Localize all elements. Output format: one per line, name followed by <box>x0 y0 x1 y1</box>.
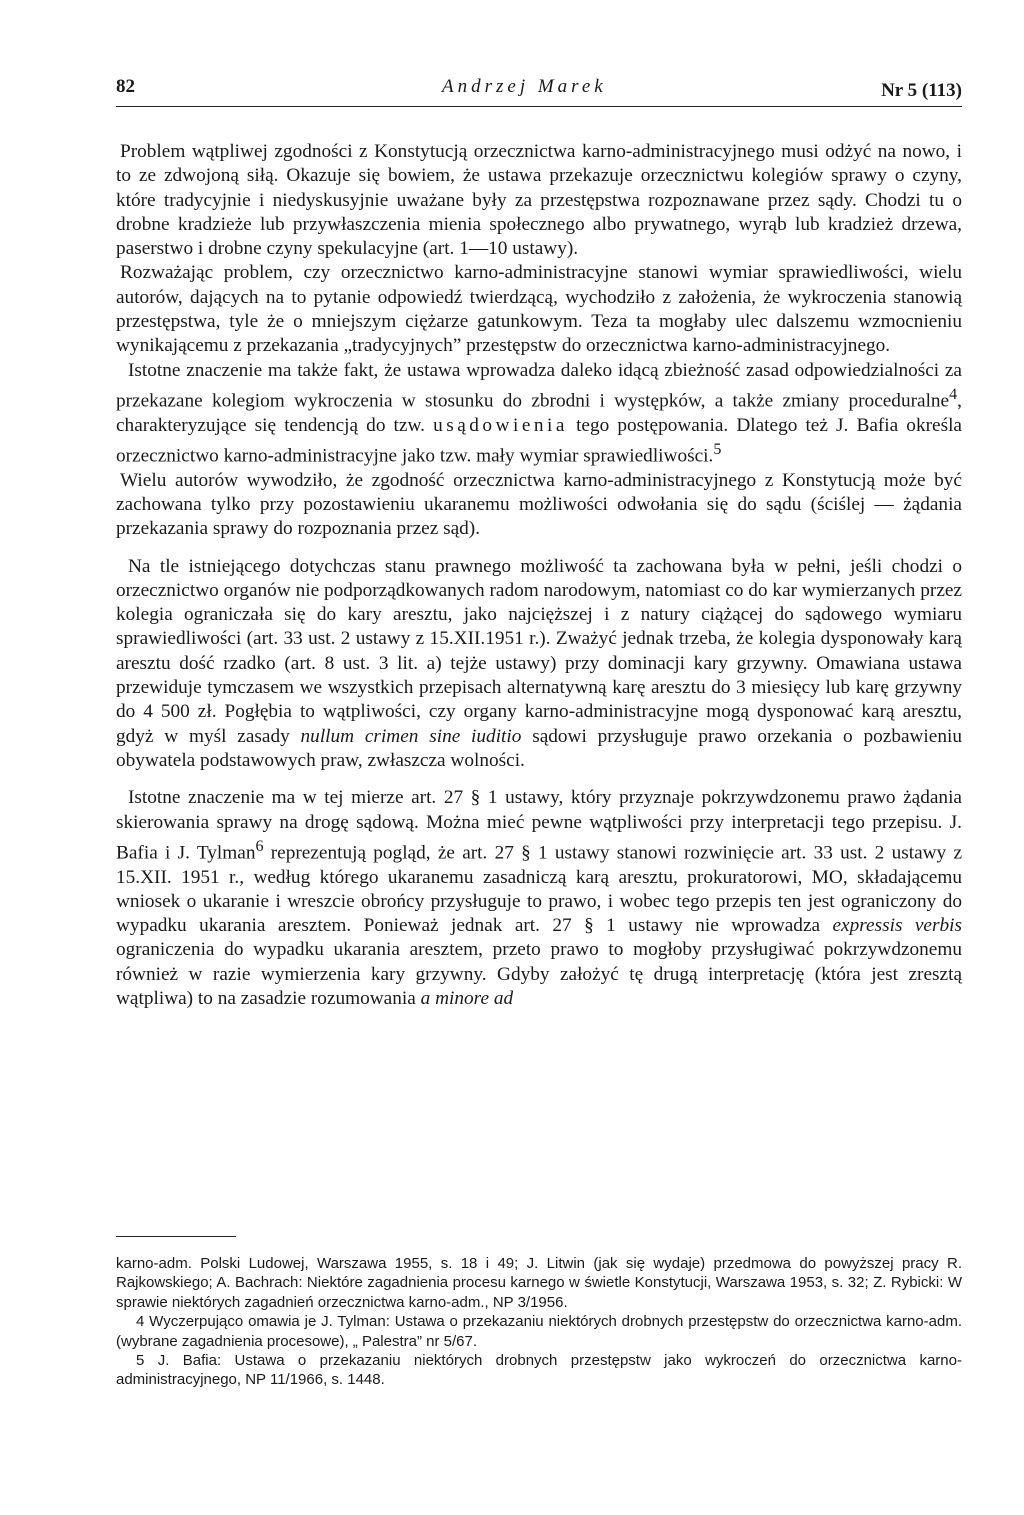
spaced-term: usądowienia <box>433 414 568 436</box>
header-rule <box>116 106 962 107</box>
footnote-5: 5 J. Bafia: Ustawa o przekazaniu niektórych drobnych przestępstw jako wykroczeń do orzecznictwa karno-administracyjnego, NP 11/1966, s. 1448. <box>116 1352 962 1389</box>
footnote-continuation: karno-adm. Polski Ludowej, Warszawa 1955, s. 18 i 49; J. Litwin (jak się wydaje) przedmowa do powyższej pracy R. Rajkowskiego; A. Bachrach: Niektóre zagadnienia procesu karnego w świetle Konstytucji, Warszawa 1953, s. 32; Z. Rybicki: W sprawie niektórych zagadnień orzecznictwa karno-adm., NP 3/1956. <box>116 1255 962 1311</box>
running-author: Andrzej Marek <box>442 76 607 97</box>
paragraph-3-text-b: , charakteryzujące się tendencją do tzw. <box>116 390 962 436</box>
footnotes <box>116 1254 962 1390</box>
paragraph-4: Wielu autorów wywodziło, że zgodność orzecznictwa karno-administracyjnego z Konstytucją może być zachowana tylko przy pozostawieniu ukaranemu możliwości odwołania się do sądu (ściślej — żądania przekazania sprawy do rozpoznania przez sąd). <box>116 469 962 540</box>
page-number: 82 <box>116 76 135 97</box>
issue-number: Nr 5 (113) <box>881 80 962 101</box>
paragraph-5-text-b: sądowi przysługuje prawo orzekania o pozbawieniu obywatela podstawowych praw, zwłaszcza wolności. <box>116 725 962 771</box>
paragraph-3-text-a: Istotne znaczenie ma także fakt, że ustawa wprowadza daleko idącą zbieżność zasad odpowiedzialności za przekazane kolegiom wykroczenia w stosunku do zbrodni i występków, a także zmiany proceduralne <box>116 359 962 412</box>
paragraph-6-text-c: ograniczenia do wypadku ukarania aresztem, przeto prawo to mogłoby przysługiwać pokrzywdzonemu również w razie wymierzenia kary grzywny. Gdyby założyć tę drugą interpretację (która jest zresztą wątpliwa) to na zasadzie rozumowania <box>116 939 962 1010</box>
paragraph-5-text-a: Na tle istniejącego dotychczas stanu prawnego możliwość ta zachowana była w pełni, jeśli chodzi o orzecznictwo organów nie podporządkowanych radom narodowym, natomiast co do kar wymierzanych przez kolegia ograniczała się do kary aresztu, jako najcięższej i z natury ciążącej do sądowego wymiaru sprawiedliwości (art. 33 ust. 2 ustawy z 15.XII.1951 r.). Zważyć jednak trzeba, że kolegia dysponowały karą aresztu dość rzadko (art. 8 ust. 3 lit. a) tejże ustawy) przy dominacji kary grzywny. Omawiana ustawa przewiduje tymczasem we wszystkich przepisach alternatywną karę aresztu do 3 miesięcy lub karę grzywny do 4 500 zł. Pogłębia to wątpliwości, czy organy karno-administracyjne mogą dysponować karą aresztu, gdyż w myśl zasady <box>116 555 962 747</box>
paragraph-3-text-c: tego postępowania. Dlatego też J. Bafia określa orzecznictwo karno-administracyjne jako tzw. mały wymiar sprawiedliwości. <box>116 414 962 467</box>
footnote-rule <box>116 1236 236 1237</box>
main-text <box>116 140 962 1011</box>
paragraph-5 <box>116 555 962 774</box>
footnote-ref-4: 4 <box>949 385 958 403</box>
paragraph-3 <box>116 359 962 469</box>
latin-phrase-2: expressis verbis <box>832 915 962 937</box>
latin-phrase: nullum crimen sine iuditio <box>300 725 522 747</box>
paragraph-6-text-a: Istotne znaczenie ma w tej mierze art. 27 § 1 ustawy, który przyznaje pokrzywdzonemu prawo żądania skierowania sprawy na drogę sądową. Można mieć pewne wątpliwości przy interpretacji tego przepisu. J. Bafia i J. Tylman <box>116 787 962 864</box>
paragraph-6-text-b: reprezentują pogląd, że art. 27 § 1 ustawy stanowi rozwinięcie art. 33 ust. 2 ustawy z 15.XII. 1951 r., według którego ukaranemu zasadniczą karą aresztu, prokuratorowi, MO, składającemu wniosek o ukaranie i wreszcie obrońcy przysługuje to prawo, i wobec tego przepis ten jest ograniczony do wypadku ukarania aresztem. Ponieważ jednak art. 27 § 1 ustawy nie wprowadza <box>116 842 962 937</box>
paragraph-2: Rozważając problem, czy orzecznictwo karno-administracyjne stanowi wymiar sprawiedliwości, wielu autorów, dających na to pytanie odpowiedź twierdzącą, wychodziło z założenia, że wykroczenia stanowią przestępstwa, tyle że o mniejszym ciężarze gatunkowym. Teza ta mogłaby ulec dalszemu wzmocnieniu wynikającemu z przekazania „tradycyjnych” przestępstw do orzecznictwa karno-administracyjnego. <box>116 262 962 357</box>
paragraph-1: Problem wątpliwej zgodności z Konstytucją orzecznictwa karno-administracyjnego musi odżyć na nowo, i to ze zdwojoną siłą. Okazuje się bowiem, że ustawa przekazuje orzecznictwu kolegiów sprawy o czyny, które tradycyjnie i niedyskusyjnie uważane były za przestępstwa rozpoznawane przez sądy. Chodzi tu o drobne kradzieże lub przywłaszczenia mienia społecznego albo prywatnego, wyrąb lub kradzież drzewa, paserstwo i drobne czyny spekulacyjne (art. 1—10 ustawy). <box>116 141 962 260</box>
running-header <box>116 64 962 100</box>
footnote-4: 4 Wyczerpująco omawia je J. Tylman: Ustawa o przekazaniu niektórych drobnych przestępstw do orzecznictwa karno-adm. (wybrane zagadnienia procesowe), „ Palestra” nr 5/67. <box>116 1313 962 1350</box>
footnote-ref-6: 6 <box>255 837 264 855</box>
footnote-rule-wrap <box>116 1236 236 1240</box>
paragraph-6 <box>116 786 962 1011</box>
latin-phrase-3: a minore ad <box>420 988 514 1010</box>
footnote-ref-5: 5 <box>713 440 722 458</box>
